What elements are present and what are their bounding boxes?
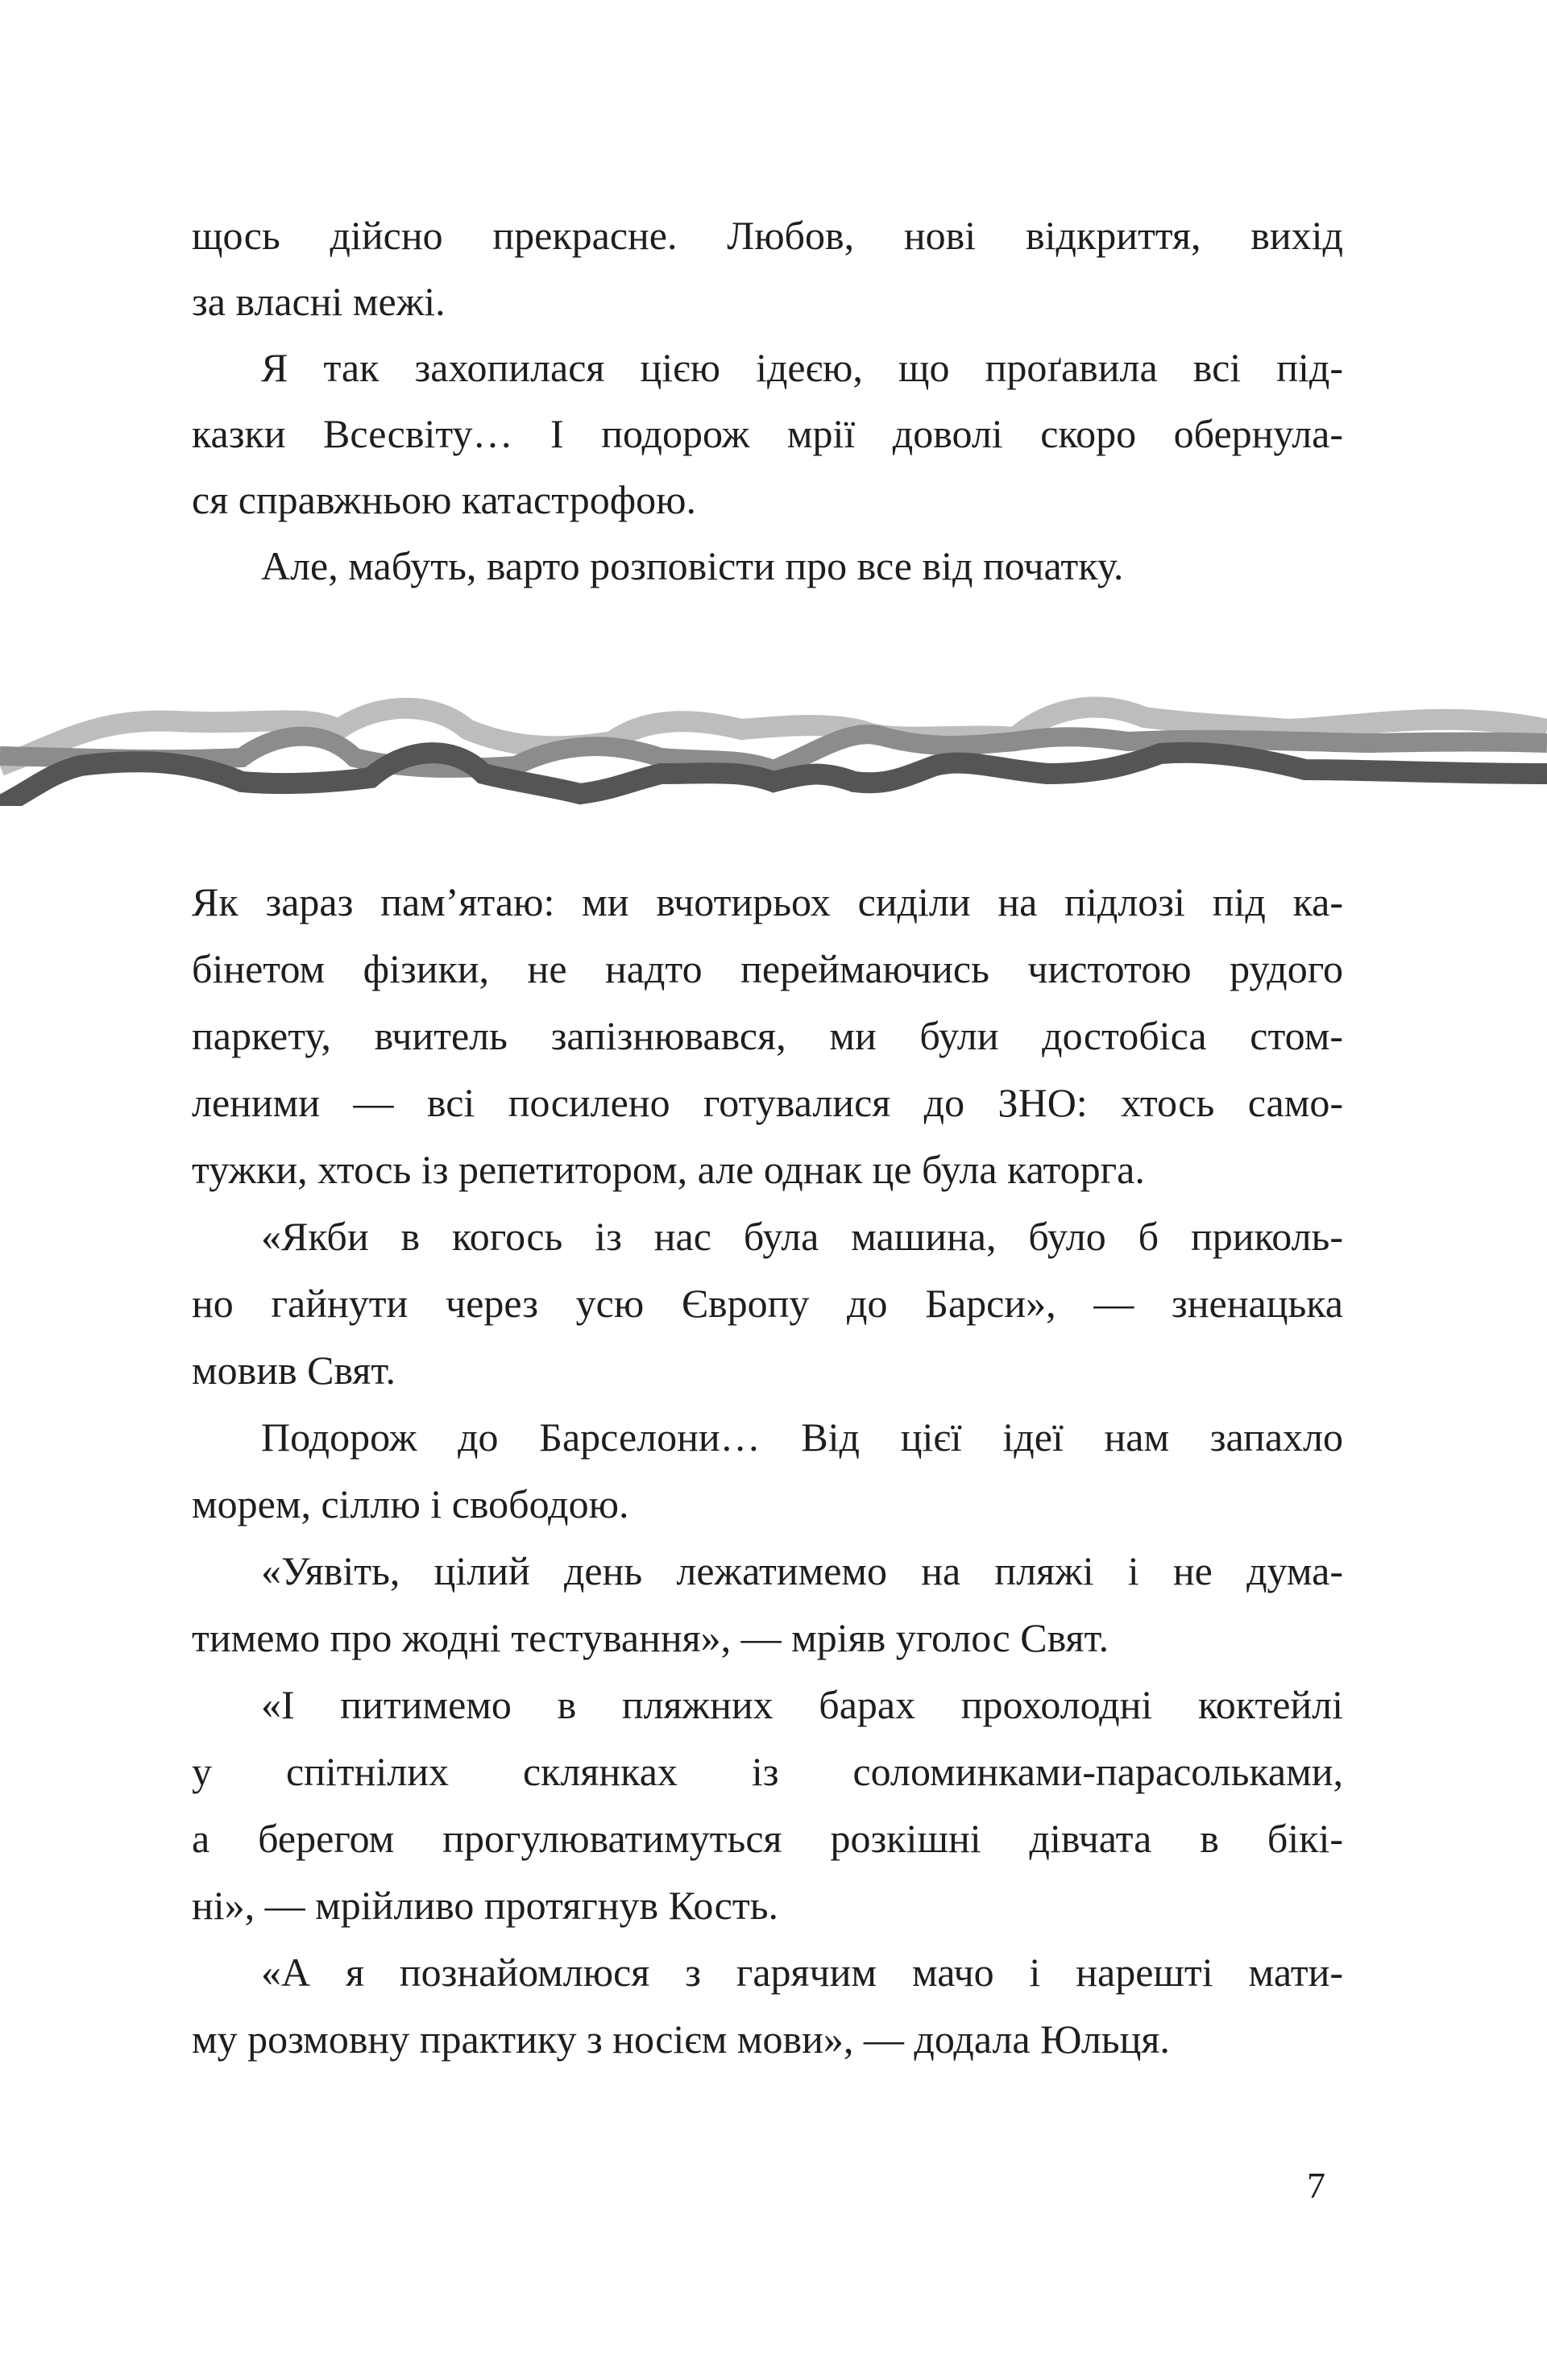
text-section-1	[192, 202, 1343, 599]
text-section-2	[192, 869, 1343, 2073]
text-line: казки Всесвіту… І подорож мрії доволі скоро обернула-	[192, 411, 1343, 456]
paragraph	[192, 1404, 1343, 1538]
paragraph	[192, 202, 1343, 334]
page-number: 7	[1307, 2165, 1325, 2206]
wave-divider-illustration	[0, 693, 1547, 806]
text-line: тужки, хтось із репетитором, але однак це була каторга.	[192, 1147, 1145, 1192]
text-line: «І питимемо в пляжних барах прохолодні коктейлі	[261, 1682, 1343, 1727]
text-line: Як зараз пам’ятаю: ми вчотирьох сиділи на підлозі під ка-	[192, 879, 1343, 924]
text-line: тимемо про жодні тестування», — мріяв уголос Свят.	[192, 1615, 1109, 1660]
text-line: паркету, вчитель запізнювався, ми були достобіса стом-	[192, 1013, 1343, 1058]
text-line: ні», — мрійливо протягнув Кость.	[192, 1883, 779, 1928]
text-line: мовив Свят.	[192, 1348, 396, 1393]
paragraph	[192, 533, 1343, 599]
text-line: «Якби в когось із нас була машина, було б приколь-	[261, 1214, 1343, 1259]
text-line: Подорож до Барселони… Від цієї ідеї нам запахло	[261, 1414, 1343, 1460]
paragraph	[192, 334, 1343, 533]
text-line: щось дійсно прекрасне. Любов, нові відкриття, вихід	[192, 213, 1343, 258]
text-line: Я так захопилася цією ідеєю, що проґавила всі під-	[261, 345, 1343, 390]
text-line: «Уявіть, цілий день лежатимемо на пляжі і не дума-	[261, 1548, 1343, 1593]
text-line: Але, мабуть, варто розповісти про все від початку.	[261, 543, 1124, 588]
text-line: леними — всі посилено готувалися до ЗНО: хтось само-	[192, 1080, 1343, 1125]
text-line: «А я познайомлюся з гарячим мачо і нарешті мати-	[261, 1950, 1343, 1995]
text-line: у спітнілих склянках із соломинками-парасольками,	[192, 1749, 1343, 1794]
paragraph	[192, 1672, 1343, 1939]
paragraph	[192, 1203, 1343, 1404]
text-line: морем, сіллю і свободою.	[192, 1481, 629, 1526]
paragraph	[192, 1538, 1343, 1672]
text-line: но гайнути через усю Європу до Барси», — зненацька	[192, 1281, 1343, 1326]
text-line: ся справжньою катастрофою.	[192, 477, 696, 522]
text-line: а берегом прогулюватимуться розкішні дівчата в бікі-	[192, 1816, 1343, 1861]
paragraph	[192, 1939, 1343, 2073]
text-line: му розмовну практику з носієм мови», — додала Юльця.	[192, 2017, 1170, 2062]
text-line: за власні межі.	[192, 279, 446, 324]
paragraph	[192, 869, 1343, 1203]
text-line: бінетом фізики, не надто переймаючись чистотою рудого	[192, 946, 1343, 991]
